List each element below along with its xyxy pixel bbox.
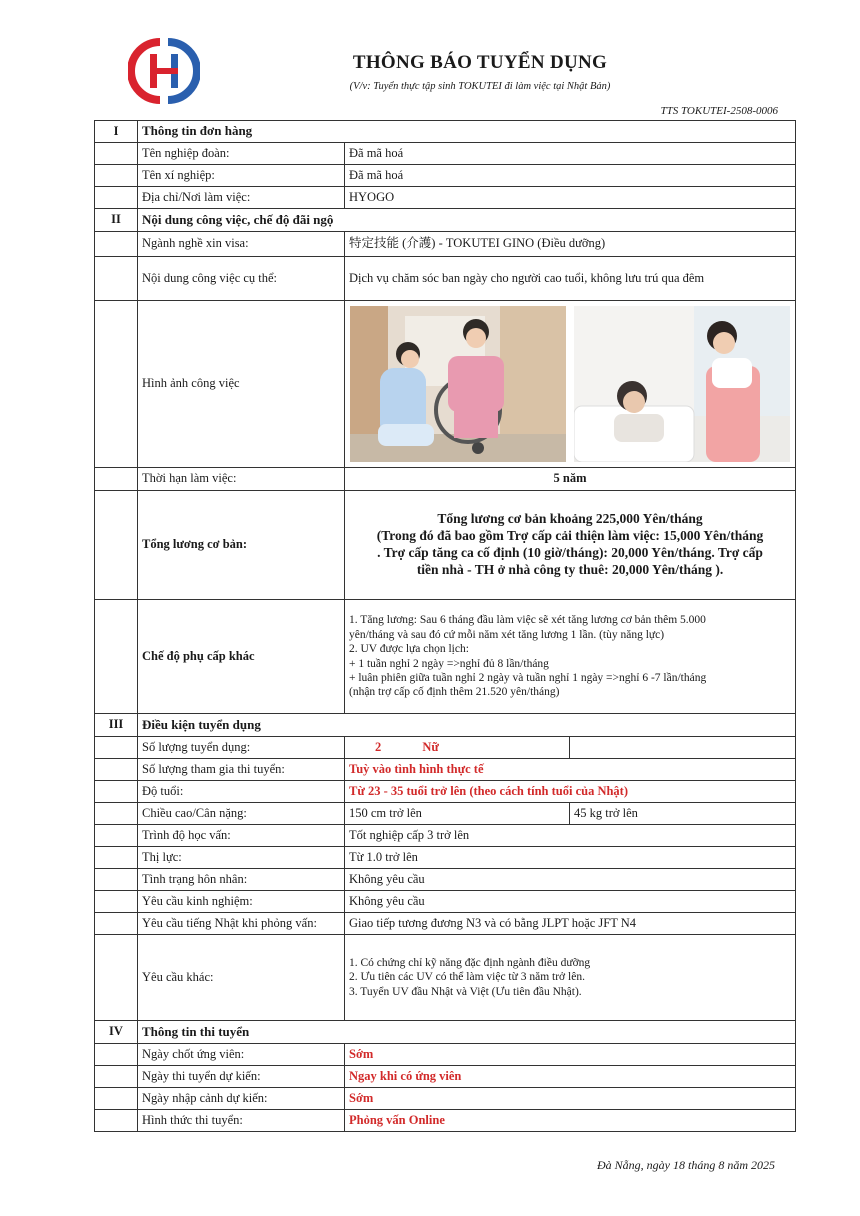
weight-value: 45 kg trở lên	[570, 803, 796, 825]
caregiver-wheelchair-photo	[350, 306, 566, 462]
field-value: Phỏng vấn Online	[345, 1110, 796, 1132]
field-label: Độ tuổi:	[138, 781, 345, 803]
table-row	[95, 468, 796, 491]
field-label: Nội dung công việc cụ thể:	[138, 257, 345, 301]
field-value: Không yêu cầu	[345, 869, 796, 891]
field-label: Ngành nghề xin visa:	[138, 232, 345, 257]
table-row	[95, 759, 796, 781]
field-label: Ngày nhập cảnh dự kiến:	[138, 1088, 345, 1110]
table-row	[95, 1110, 796, 1132]
work-images	[345, 301, 796, 468]
allowance-line: (nhận trợ cấp cố định thêm 21.520 yên/tháng)	[349, 686, 560, 699]
field-value: Tuỳ vào tình hình thực tế	[345, 759, 796, 781]
table-row	[95, 913, 796, 935]
field-value: Từ 1.0 trở lên	[345, 847, 796, 869]
allowance-line: 1. Tăng lương: Sau 6 tháng đầu làm việc sẽ xét tăng lương cơ bản thêm 5.000	[349, 614, 706, 627]
table-row	[95, 143, 796, 165]
table-row	[95, 737, 796, 759]
allowance-value	[345, 600, 796, 714]
field-label: Yêu cầu khác:	[138, 935, 345, 1021]
requirement-line: 2. Ưu tiên các UV có thể làm việc từ 3 năm trở lên.	[349, 971, 585, 984]
table-row	[95, 1066, 796, 1088]
field-value	[345, 737, 570, 759]
section-header-4	[95, 1021, 796, 1044]
field-label: Địa chỉ/Nơi làm việc:	[138, 187, 345, 209]
allowance-line: 2. UV được lựa chọn lịch:	[349, 643, 469, 656]
table-row	[95, 781, 796, 803]
table-row	[95, 891, 796, 913]
field-label: Trình độ học vấn:	[138, 825, 345, 847]
table-row	[95, 301, 796, 468]
table-row	[95, 869, 796, 891]
quantity-number: 2	[375, 739, 382, 754]
requirement-line: 1. Có chứng chỉ kỹ năng đặc định ngành điều dưỡng	[349, 956, 591, 969]
height-value: 150 cm trở lên	[345, 803, 570, 825]
table-row	[95, 935, 796, 1021]
table-row	[95, 1088, 796, 1110]
field-value: Giao tiếp tương đương N3 và có bằng JLPT hoặc JFT N4	[345, 913, 796, 935]
document-title: THÔNG BÁO TUYỂN DỤNG	[352, 52, 608, 73]
field-value: Tốt nghiệp cấp 3 trở lên	[345, 825, 796, 847]
field-value: Ngay khi có ứng viên	[345, 1066, 796, 1088]
field-label: Thời hạn làm việc:	[138, 468, 345, 491]
section-title: Thông tin thi tuyển	[138, 1021, 796, 1044]
field-value: Dịch vụ chăm sóc ban ngày cho người cao tuổi, không lưu trú qua đêm	[345, 257, 796, 301]
company-logo	[128, 38, 200, 104]
field-value: Từ 23 - 35 tuổi trở lên (theo cách tính tuổi của Nhật)	[345, 781, 796, 803]
other-requirements	[345, 935, 796, 1021]
allowance-line: yên/tháng và sau đó cứ mỗi năm xét tăng lương 1 lần. (tùy năng lực)	[349, 628, 665, 641]
field-value: HYOGO	[345, 187, 796, 209]
field-label: Tình trạng hôn nhân:	[138, 869, 345, 891]
section-number: III	[95, 714, 138, 737]
table-row	[95, 232, 796, 257]
field-value: Đã mã hoá	[345, 165, 796, 187]
table-row	[95, 491, 796, 600]
salary-line: Tổng lương cơ bản khoảng 225,000 Yên/tháng	[437, 511, 703, 527]
allowance-line: + luân phiên giữa tuần nghỉ 2 ngày và tuần nghỉ 1 ngày =>nghỉ 6 -7 lần/tháng	[349, 671, 707, 684]
field-label: Tổng lương cơ bản:	[138, 491, 345, 600]
salary-line: (Trong đó đã bao gồm Trợ cấp cải thiện làm việc: 15,000 Yên/tháng	[376, 528, 764, 544]
field-value: 特定技能 (介護) - TOKUTEI GINO (Điều dưỡng)	[345, 232, 796, 257]
table-row	[95, 825, 796, 847]
salary-line: . Trợ cấp tăng ca cố định (10 giờ/tháng): 20,000 Yên/tháng. Trợ cấp	[377, 545, 763, 560]
section-title: Thông tin đơn hàng	[138, 121, 796, 143]
recruitment-table	[94, 120, 796, 1132]
field-value: Sớm	[345, 1044, 796, 1066]
section-number: II	[95, 209, 138, 232]
section-header-2	[95, 209, 796, 232]
reference-code: TTS TOKUTEI-2508-0006	[660, 105, 778, 117]
field-label: Ngày thi tuyển dự kiến:	[138, 1066, 345, 1088]
field-label: Yêu cầu kinh nghiệm:	[138, 891, 345, 913]
document-subtitle: (V/v: Tuyển thực tập sinh TOKUTEI đi làm việc tại Nhật Bản)	[349, 81, 611, 92]
section-title: Nội dung công việc, chế độ đãi ngộ	[138, 209, 796, 232]
field-label: Số lượng tuyển dụng:	[138, 737, 345, 759]
section-title: Điều kiện tuyển dụng	[138, 714, 796, 737]
field-label: Ngày chốt ứng viên:	[138, 1044, 345, 1066]
salary-line: tiền nhà - TH ở nhà công ty thuê: 20,000 Yên/tháng ).	[416, 561, 724, 577]
field-label: Tên xí nghiệp:	[138, 165, 345, 187]
section-number: I	[95, 121, 138, 143]
section-header-1	[95, 121, 796, 143]
table-row	[95, 1044, 796, 1066]
field-label: Số lượng tham gia thi tuyển:	[138, 759, 345, 781]
field-value: 5 năm	[345, 468, 796, 491]
section-header-3	[95, 714, 796, 737]
field-label: Hình thức thi tuyển:	[138, 1110, 345, 1132]
caregiver-bedside-photo	[574, 306, 790, 462]
requirement-line: 3. Tuyển UV đầu Nhật và Việt (Ưu tiên đầu Nhật).	[349, 985, 582, 998]
table-row	[95, 187, 796, 209]
allowance-line: + 1 tuần nghỉ 2 ngày =>nghỉ đủ 8 lần/tháng	[349, 657, 549, 670]
field-value: Đã mã hoá	[345, 143, 796, 165]
table-row	[95, 165, 796, 187]
field-label: Thị lực:	[138, 847, 345, 869]
field-value: Sớm	[345, 1088, 796, 1110]
field-label: Chế độ phụ cấp khác	[138, 600, 345, 714]
table-row	[95, 257, 796, 301]
issue-date: Đà Nẵng, ngày 18 tháng 8 năm 2025	[597, 1158, 775, 1172]
field-label: Hình ảnh công việc	[138, 301, 345, 468]
table-row	[95, 803, 796, 825]
table-row	[95, 600, 796, 714]
field-value: Không yêu cầu	[345, 891, 796, 913]
section-number: IV	[95, 1021, 138, 1044]
field-label: Chiều cao/Cân nặng:	[138, 803, 345, 825]
field-label: Yêu cầu tiếng Nhật khi phỏng vấn:	[138, 913, 345, 935]
quantity-gender: Nữ	[422, 739, 439, 754]
field-label: Tên nghiệp đoàn:	[138, 143, 345, 165]
table-row	[95, 847, 796, 869]
salary-value	[345, 491, 796, 600]
